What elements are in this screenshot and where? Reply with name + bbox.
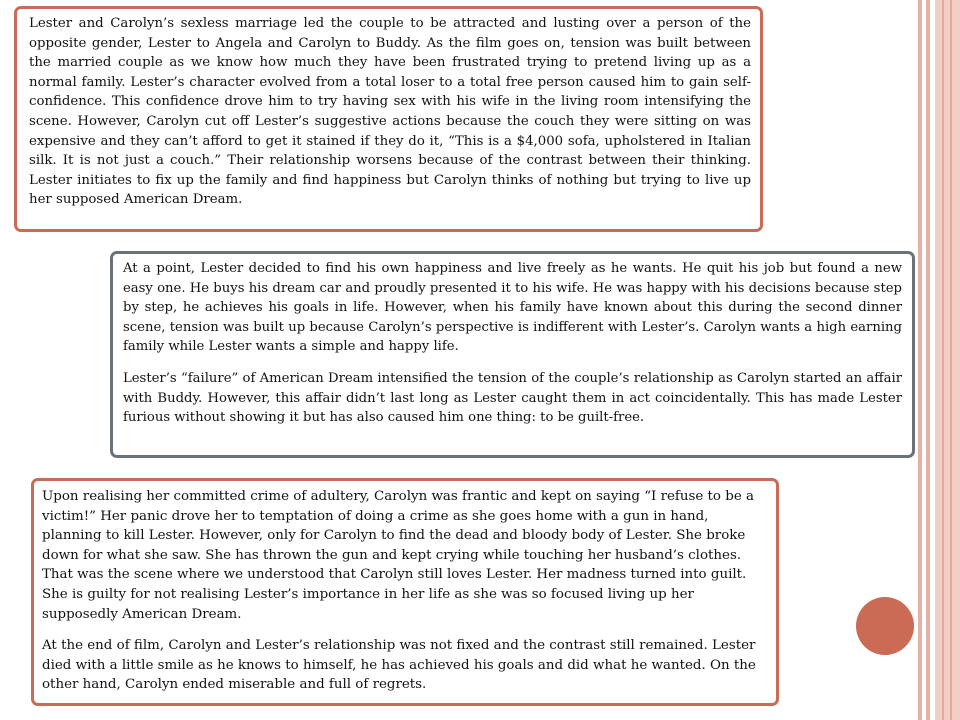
text-box-marriage [14, 6, 763, 232]
paragraph-failure: Lester’s “failure” of American Dream intensified the tension of the couple’s relationship as Carolyn started an affair with Buddy. However, this affair didn’t last long as Lester caught them in act coincidentally. This has made Lester furious without showing it but has also caused him one thing: to be guilt-free. [123, 370, 902, 426]
decorative-stripe [942, 0, 944, 720]
decorative-circle [856, 597, 914, 655]
decorative-stripe [950, 0, 952, 720]
text-box-happiness [110, 251, 915, 458]
decorative-stripe [918, 0, 922, 720]
paragraph-marriage: Lester and Carolyn’s sexless marriage led the couple to be attracted and lusting over a person of the opposite gender, Lester to Angela and Carolyn to Buddy. As the film goes on, tension was built between the married couple as we know how much they have been frustrated trying to pretend living up as a normal family. Lester’s character evolved from a total loser to a total free person caused him to gain self-confidence. This confidence drove him to try having sex with his wife in the living room intensifying the scene. However, Carolyn cut off Lester’s suggestive actions because the couch they were sitting on was expensive and they can’t afford to get it stained if they do it, “This is a $4,000 sofa, upholstered in Italian silk. It is not just a couch.” Their relationship worsens because of the contrast between their thinking. Lester initiates to fix up the family and find happiness but Carolyn thinks of nothing but trying to live up her supposed American Dream. [29, 16, 751, 208]
paragraph-happiness: At a point, Lester decided to find his own happiness and live freely as he wants. He quit his job but found a new easy one. He buys his dream car and proudly presented it to his wife. He was happy with his decisions because step by step, he achieves his goals in life. However, when his family have known about this during the second dinner scene, tension was built up because Carolyn’s perspective is indifferent with Lester’s. Carolyn wants a high earning family while Lester wants a simple and happy life. [123, 261, 902, 355]
text-box-ending [31, 478, 779, 706]
decorative-stripe [926, 0, 930, 720]
decorative-stripe-band [935, 0, 960, 720]
paragraph-ending: At the end of film, Carolyn and Lester’s relationship was not fixed and the contrast still remained. Lester died with a little smile as he knows to himself, he has achieved his goals and did what he wanted. On the other hand, Carolyn ended miserable and full of regrets. [42, 638, 756, 693]
paragraph-guilt: Upon realising her committed crime of adultery, Carolyn was frantic and kept on saying “I refuse to be a victim!” Her panic drove her to temptation of doing a crime as she goes home with a gun in hand, planning to kill Lester. However, only for Carolyn to find the dead and bloody body of Lester. She broke down for what she saw. She has thrown the gun and kept crying while touching her husband’s clothes. That was the scene where we understood that Carolyn still loves Lester. Her madness turned into guilt. She is guilty for not realising Lester’s importance in her life as she was so focused living up her supposedly American Dream. [42, 489, 754, 622]
